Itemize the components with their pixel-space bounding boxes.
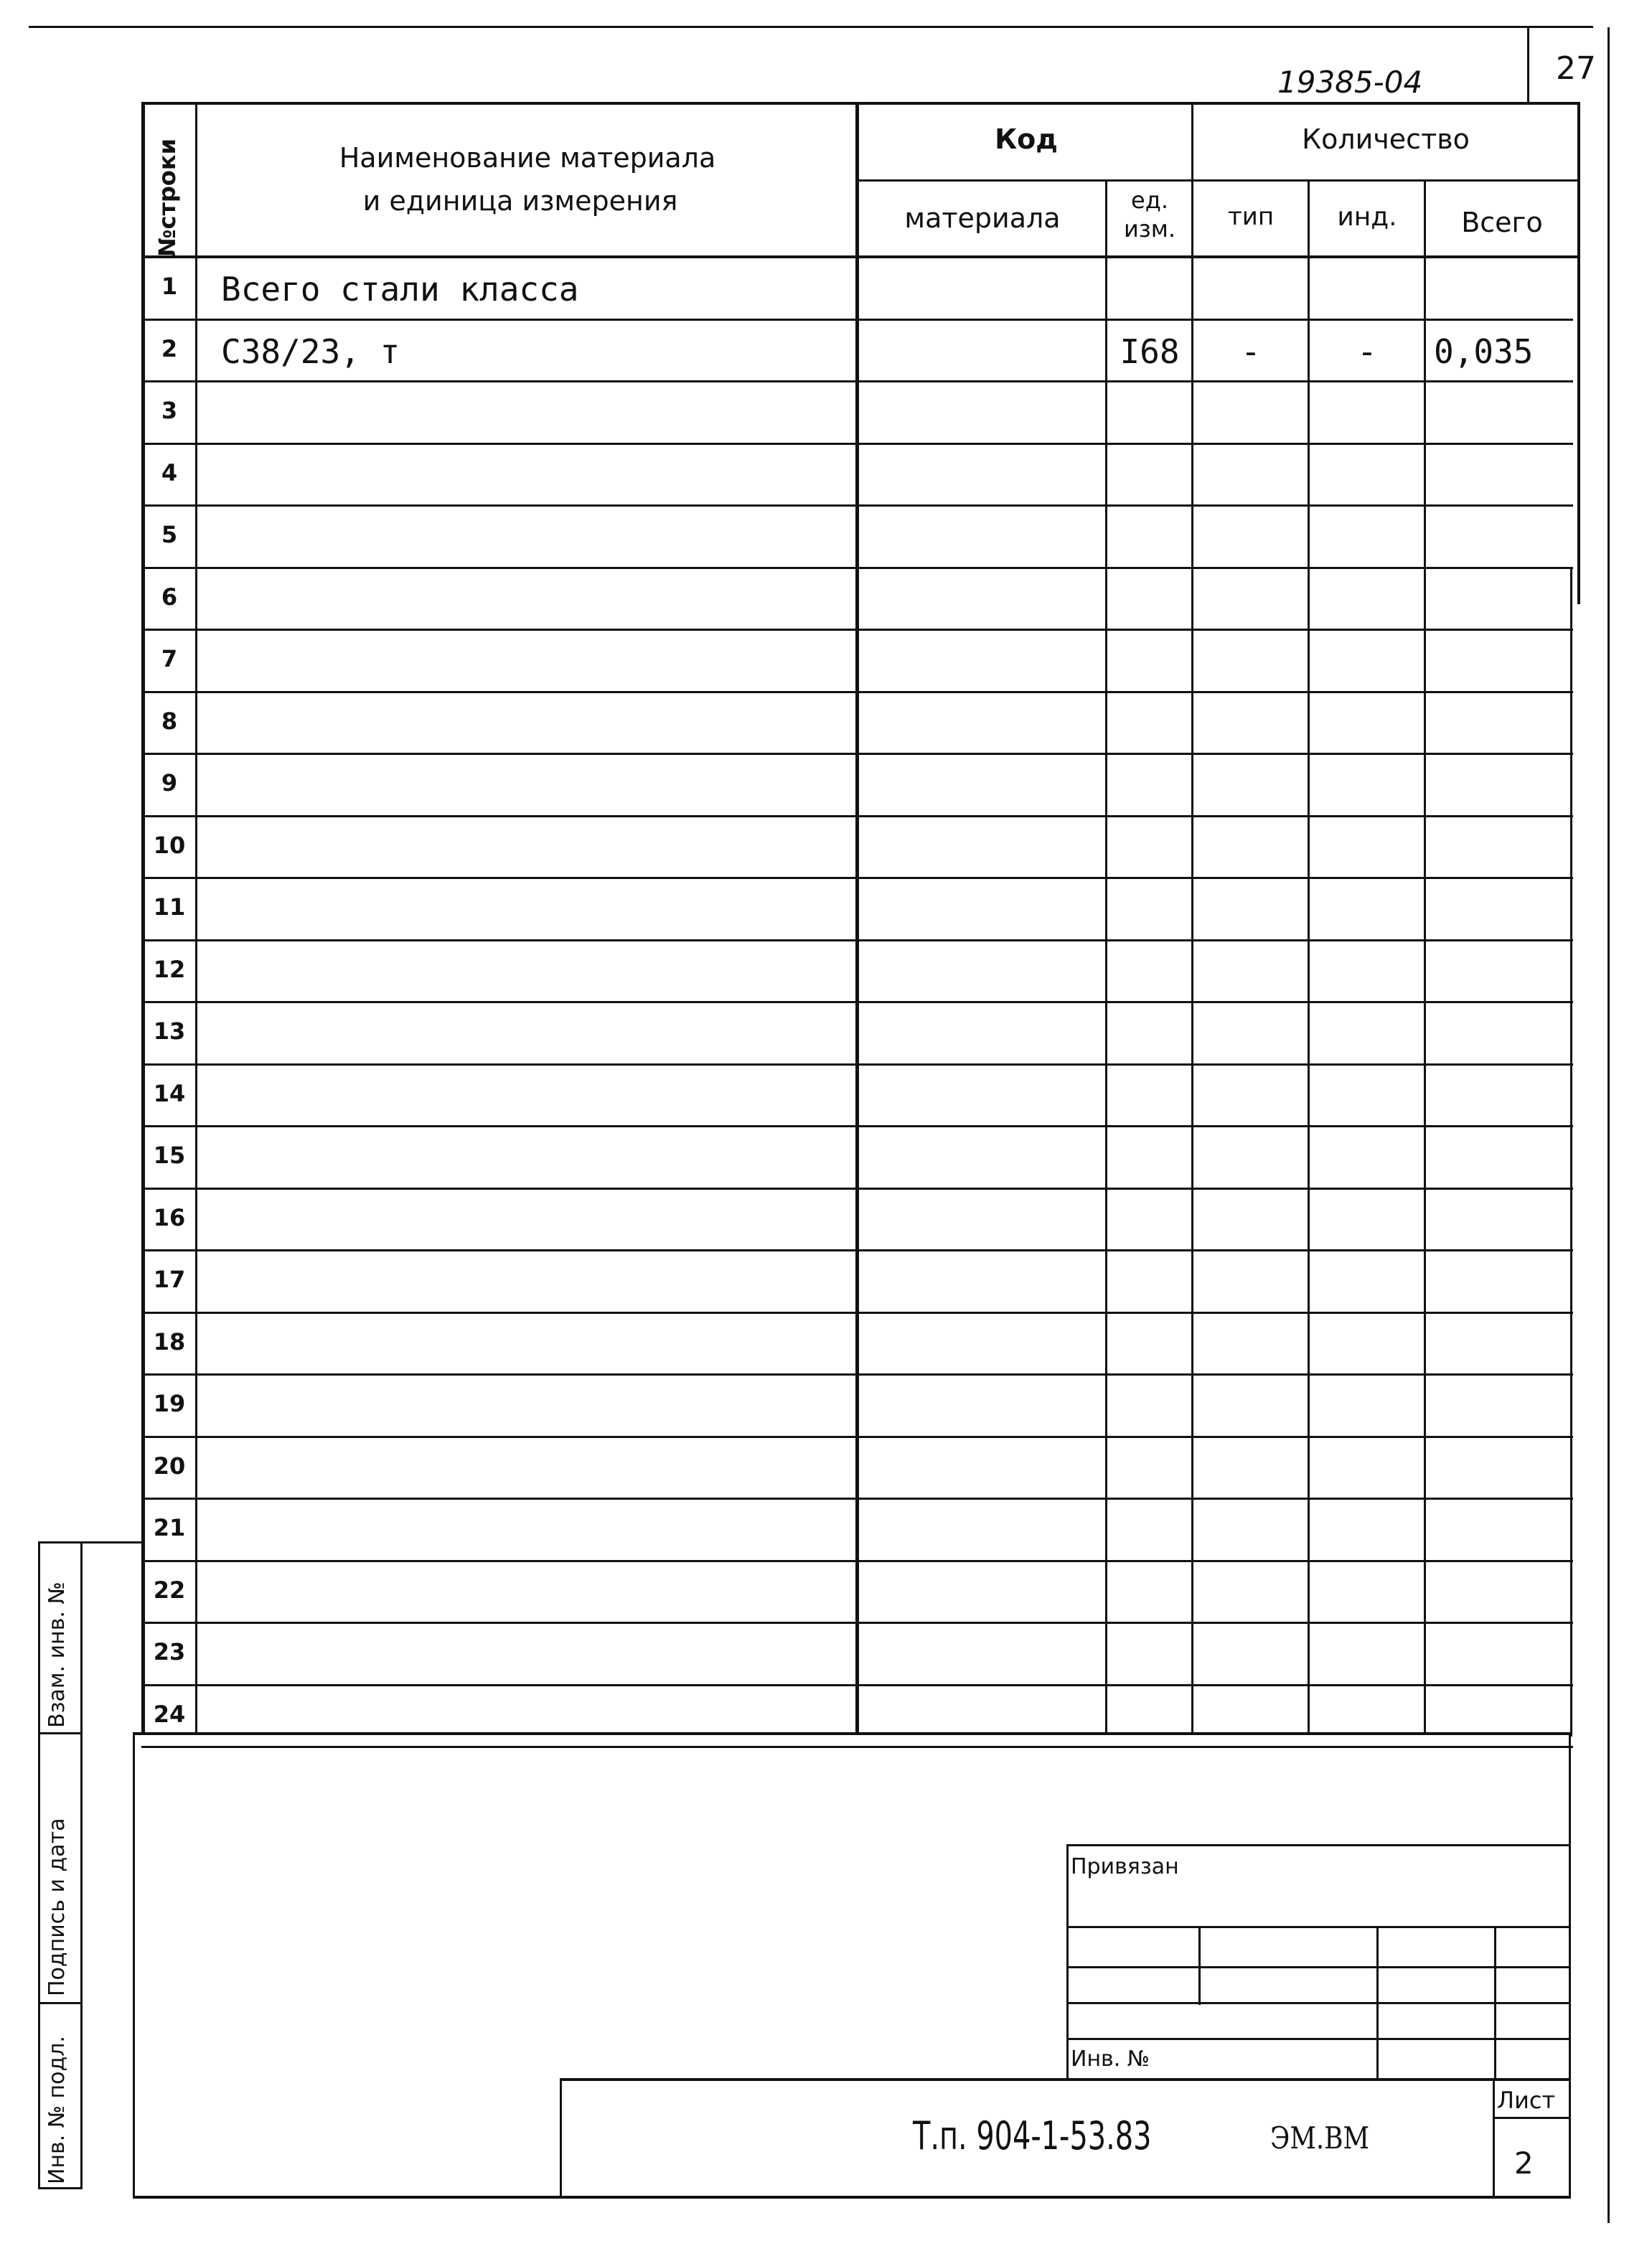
row-separator <box>141 443 1573 445</box>
row-number: 4 <box>161 459 178 487</box>
row-number: 19 <box>153 1390 186 1417</box>
total-header: Всего <box>1461 207 1543 238</box>
row-number: 21 <box>153 1514 186 1541</box>
row-number: 6 <box>161 583 178 611</box>
quantity-header: Количество <box>1302 123 1470 155</box>
inv-podl-label: Инв. № подл. <box>44 2036 70 2184</box>
row-number: 13 <box>153 1018 186 1045</box>
row-separator <box>141 1746 1573 1748</box>
row-total: 0,035 <box>1434 332 1534 371</box>
side-stamp-left <box>38 1541 40 2189</box>
row-separator <box>141 1684 1573 1686</box>
row-number: 5 <box>161 521 178 548</box>
row-number: 11 <box>153 893 186 921</box>
row-number: 10 <box>153 831 186 859</box>
row-separator <box>141 939 1573 941</box>
table-top-border <box>141 102 1580 105</box>
privyazan-col1 <box>1198 1926 1201 2005</box>
row-number: 20 <box>153 1452 186 1480</box>
row-ind: - <box>1357 332 1377 371</box>
row-separator <box>141 815 1573 817</box>
material-header: материала <box>904 202 1061 234</box>
row-number: 2 <box>161 334 178 362</box>
side-stamp-top <box>38 1541 142 1543</box>
row-name: Всего стали класса <box>221 270 579 309</box>
header-subline <box>858 179 1580 182</box>
row-separator <box>141 1188 1573 1190</box>
side-stamp-div2 <box>38 2002 83 2004</box>
privyazan-col3 <box>1494 1926 1496 2078</box>
row-separator <box>141 1436 1573 1438</box>
sheet-code: 19385-04 <box>1277 65 1423 100</box>
lower-frame-right <box>1569 1733 1571 2198</box>
row-number: 14 <box>153 1079 186 1107</box>
inv-no-label: Инв. № <box>1071 2047 1150 2072</box>
row-unit-code: I68 <box>1120 332 1180 371</box>
row-name: С38/23, т <box>221 332 400 371</box>
row-number: 24 <box>153 1700 186 1728</box>
table-bottom-border <box>133 1732 1572 1735</box>
row-separator <box>141 1312 1573 1314</box>
row-separator <box>141 380 1573 382</box>
unit-header-line2: изм. <box>1123 215 1176 243</box>
top-border <box>29 26 1593 28</box>
main-stamp-top <box>560 2078 1570 2081</box>
side-stamp-div1 <box>38 1732 83 1734</box>
lower-frame-bottom <box>133 2196 1571 2199</box>
privyazan-col2 <box>1376 1926 1379 2078</box>
row-number: 18 <box>153 1328 186 1355</box>
row-separator <box>141 1622 1573 1624</box>
row-number: 1 <box>161 273 178 300</box>
row-number: 22 <box>153 1576 186 1604</box>
col-line-ind <box>1424 181 1426 1734</box>
row-separator <box>141 877 1573 879</box>
sheet-box-div <box>1493 2117 1570 2119</box>
row-number-header: №строки <box>154 138 181 257</box>
row-number: 17 <box>153 1266 186 1293</box>
side-stamp-bottom <box>38 2187 83 2189</box>
privyazan-box-left <box>1066 1844 1069 2081</box>
unit-header-line1: ед. <box>1131 187 1168 214</box>
code-header: Код <box>995 123 1058 155</box>
podpis-data-label: Подпись и дата <box>44 1818 70 1996</box>
sheet-box-left <box>1493 2078 1495 2197</box>
row-number: 9 <box>161 769 178 797</box>
right-border <box>1608 27 1610 2223</box>
name-header-line2: и единица измерения <box>362 185 678 217</box>
header-bottom-line <box>141 255 1580 258</box>
sheet-label: Лист <box>1497 2087 1556 2114</box>
privyazan-box-top <box>1066 1844 1570 1846</box>
sheet-number: 2 <box>1514 2146 1534 2181</box>
row-separator <box>141 1373 1573 1376</box>
col-line-unit <box>1191 104 1193 1734</box>
row-separator <box>141 1249 1573 1251</box>
row-separator <box>141 691 1573 693</box>
row-number: 12 <box>153 955 186 983</box>
main-stamp-left <box>560 2078 562 2197</box>
row-number: 15 <box>153 1142 186 1169</box>
col-line-type <box>1308 181 1310 1734</box>
page-number: 27 <box>1556 50 1596 87</box>
col-line-name <box>855 104 859 1734</box>
col-line-material <box>1105 181 1107 1734</box>
name-header-line1: Наименование материала <box>339 142 716 174</box>
type-header: тип <box>1227 202 1275 231</box>
row-separator <box>141 1560 1573 1562</box>
page-number-box-left <box>1527 27 1529 103</box>
row-number: 7 <box>161 645 178 672</box>
side-stamp-right <box>80 1541 83 2189</box>
col-line-num <box>195 104 197 1734</box>
row-separator <box>141 504 1573 507</box>
document-mark: ЭМ.ВМ <box>1270 2120 1370 2156</box>
row-separator <box>141 1125 1573 1127</box>
row-separator <box>141 567 1573 569</box>
row-separator <box>141 319 1573 321</box>
row-separator <box>141 753 1573 755</box>
row-separator <box>141 1498 1573 1500</box>
lower-frame-left <box>133 1733 135 2198</box>
vzam-inv-label: Взам. инв. № <box>44 1582 70 1728</box>
ind-header: инд. <box>1337 202 1397 232</box>
row-number: 3 <box>161 397 178 424</box>
document-code: Т.п. 904-1-53.83 <box>913 2113 1152 2158</box>
table-right-border <box>1577 102 1580 604</box>
privyazan-label: Привязан <box>1071 1854 1179 1879</box>
row-separator <box>141 1001 1573 1003</box>
row-separator <box>141 629 1573 631</box>
row-type: - <box>1241 332 1261 371</box>
row-number: 8 <box>161 707 178 735</box>
row-separator <box>141 1063 1573 1066</box>
row-number: 16 <box>153 1203 186 1231</box>
row-number: 23 <box>153 1638 186 1665</box>
